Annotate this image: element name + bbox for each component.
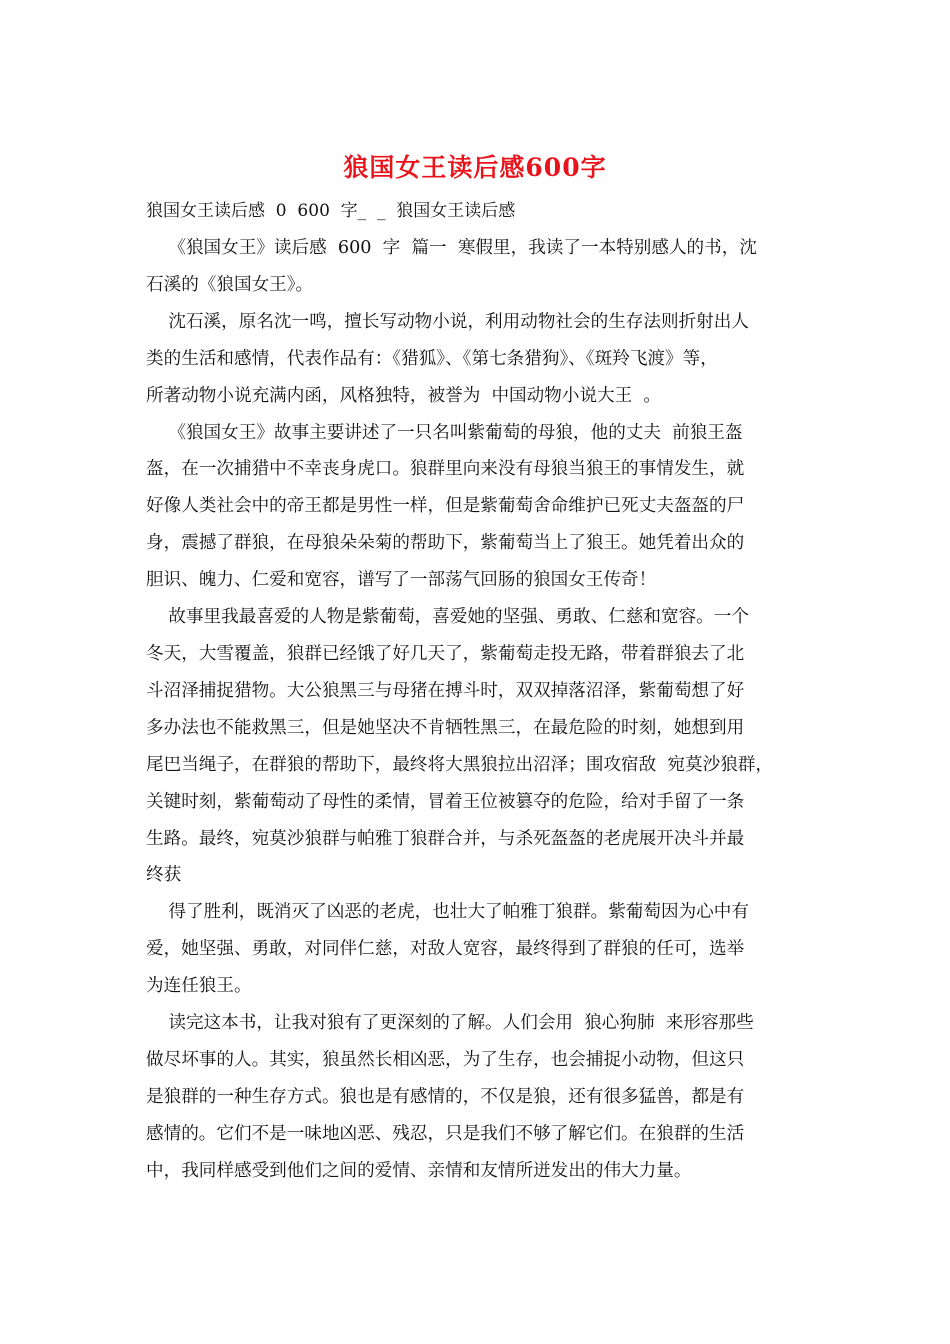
text-line: 读完这本书，让我对狼有了更深刻的了解。人们会用 狼心狗肺 来形容那些	[146, 1013, 754, 1034]
text-line: 《狼国女王》读后感 600 字 篇一 寒假里，我读了一本特别感人的书，沈	[146, 238, 757, 258]
text-line: 故事里我最喜爱的人物是紫葡萄，喜爱她的坚强、勇敢、仁慈和宽容。一个	[146, 607, 749, 628]
text-line: 为连任狼王。	[146, 976, 252, 997]
text-line: 感情的。它们不是一味地凶恶、残忍，只是我们不够了解它们。在狼群的生活	[146, 1123, 745, 1144]
text-line: 爱，她坚强、勇敢，对同伴仁慈，对敌人宽容，最终得到了群狼的任可，选举	[146, 939, 745, 960]
document-body	[146, 230, 826, 1190]
text-line: 斗沼泽捕捉猎物。大公狼黑三与母猪在搏斗时，双双掉落沼泽，紫葡萄想了好	[146, 680, 745, 701]
paragraph-3	[146, 415, 826, 600]
text-line: 冬天，大雪覆盖，狼群已经饿了好几天了，紫葡萄走投无路，带着群狼去了北	[146, 643, 745, 664]
text-line: 得了胜利，既消灭了凶恶的老虎，也壮大了帕雅丁狼群。紫葡萄因为心中有	[146, 902, 749, 923]
paragraph-2	[146, 304, 826, 415]
text-line: 终获	[146, 865, 182, 886]
text-line: 沈石溪，原名沈一鸣，擅长写动物小说，利用动物社会的生存法则折射出人	[146, 311, 749, 332]
text-line: 做尽坏事的人。其实，狼虽然长相凶恶，为了生存，也会捕捉小动物，但这只	[146, 1049, 745, 1070]
text-line: 中，我同样感受到他们之间的爱情、亲情和友情所迸发出的伟大力量。	[146, 1160, 692, 1181]
text-line: 生路。最终，宛莫沙狼群与帕雅丁狼群合并，与杀死盔盔的老虎展开决斗并最	[146, 828, 745, 849]
text-line: 石溪的《狼国女王》。	[146, 274, 314, 295]
paragraph-5	[146, 894, 826, 1005]
text-line: 好像人类社会中的帝王都是男性一样，但是紫葡萄舍命维护已死丈夫盔盔的尸	[146, 496, 745, 517]
text-line: 盔，在一次捕猎中不幸丧身虎口。狼群里向来没有母狼当狼王的事情发生，就	[146, 459, 745, 480]
document-title: 狼国女王读后感600字	[343, 153, 607, 182]
document-subtitle: 狼国女王读后感 0 600 字_ _ 狼国女王读后感	[146, 201, 516, 221]
paragraph-4	[146, 599, 826, 894]
paragraph-1	[146, 230, 826, 304]
text-line: 多办法也不能救黑三，但是她坚决不肯牺牲黑三，在最危险的时刻，她想到用	[146, 717, 745, 738]
paragraph-6	[146, 1005, 826, 1190]
text-line: 身，震撼了群狼，在母狼朵朵菊的帮助下，紫葡萄当上了狼王。她凭着出众的	[146, 533, 745, 554]
text-line: 所著动物小说充满内函，风格独特，被誉为 中国动物小说大王 。	[146, 385, 661, 406]
text-line: 是狼群的一种生存方式。狼也是有感情的，不仅是狼，还有很多猛兽，都是有	[146, 1086, 745, 1107]
text-line: 胆识、魄力、仁爱和宽容，谱写了一部荡气回肠的狼国女王传奇！	[146, 570, 657, 591]
text-line: 类的生活和感情，代表作品有：《猎狐》、《第七条猎狗》、《斑羚飞渡》等，	[146, 348, 718, 369]
text-line: 关键时刻，紫葡萄动了母性的柔情，冒着王位被篡夺的危险，给对手留了一条	[146, 791, 745, 812]
text-line: 尾巴当绳子，在群狼的帮助下，最终将大黑狼拉出沼泽；围攻宿敌 宛莫沙狼群，	[146, 754, 773, 775]
text-line: 《狼国女王》故事主要讲述了一只名叫紫葡萄的母狼，他的丈夫 前狼王盔	[146, 422, 743, 443]
